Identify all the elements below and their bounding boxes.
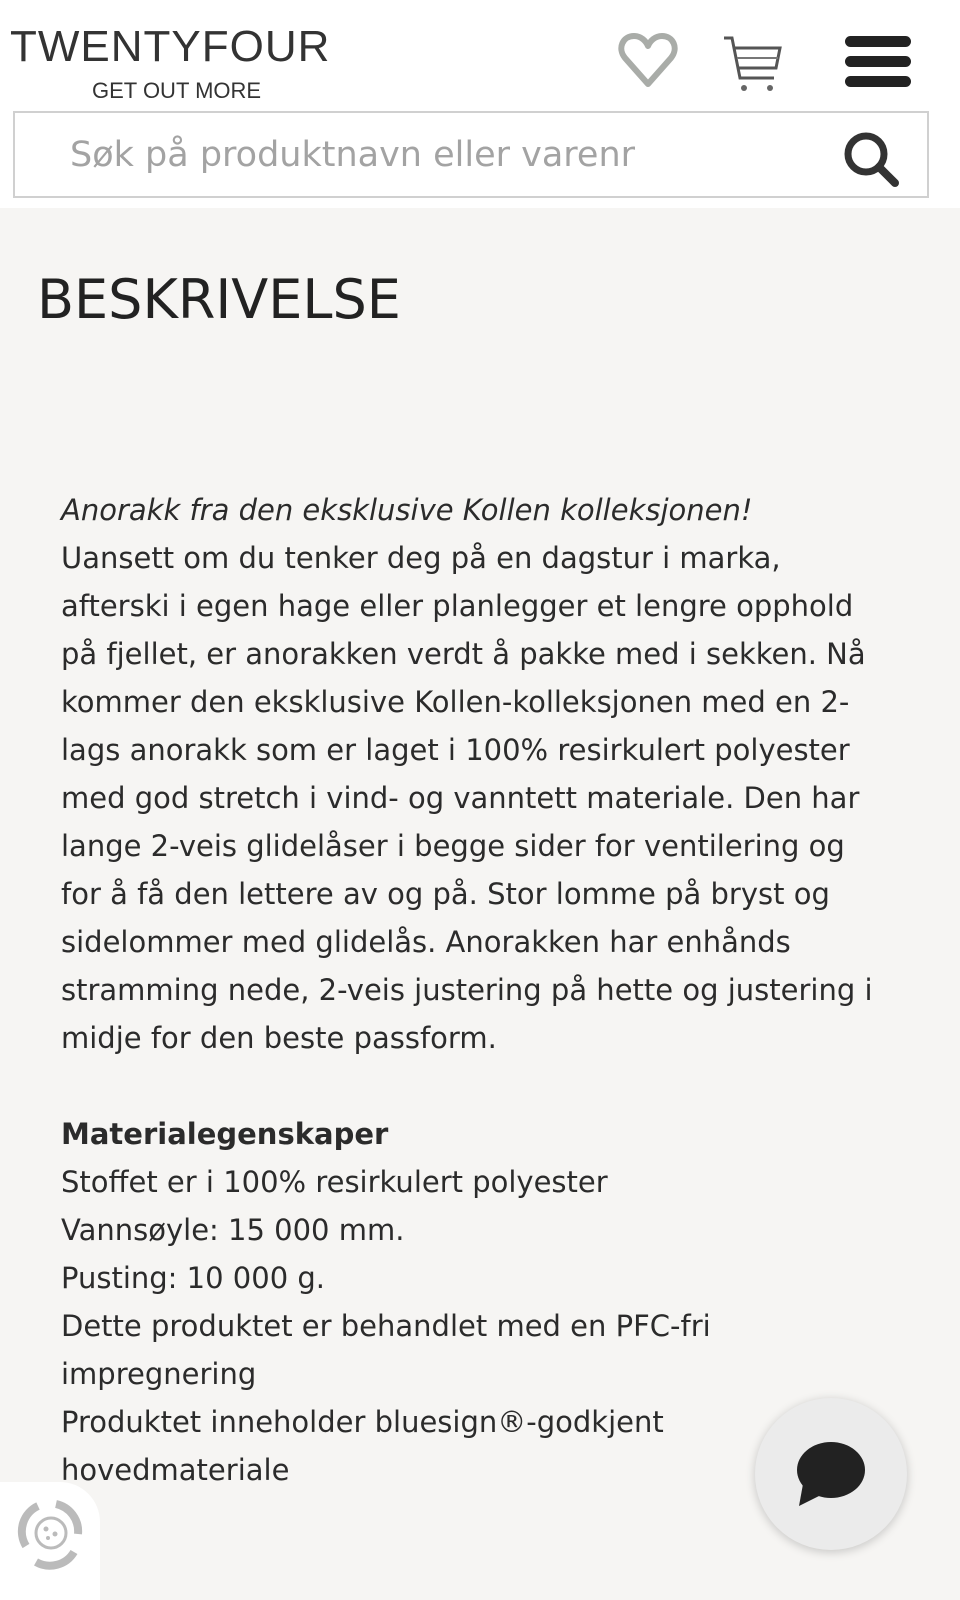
logo[interactable]: TWENTYFOUR	[10, 22, 331, 71]
material-line: Dette produktet er behandlet med en PFC-fri	[61, 1309, 711, 1343]
material-line: Stoffet er i 100% resirkulert polyester	[61, 1165, 608, 1199]
heart-icon[interactable]	[617, 30, 679, 90]
materials-heading: Materialegenskaper	[61, 1117, 389, 1151]
description-text	[61, 486, 873, 1494]
material-line: impregnering	[61, 1357, 257, 1391]
chat-bubble-icon	[795, 1440, 867, 1510]
material-line: Produktet inneholder bluesign®-godkjent	[61, 1405, 664, 1439]
description-line: midje for den beste passform.	[61, 1021, 497, 1055]
spacer	[61, 1062, 873, 1110]
description-line: Uansett om du tenker deg på en dagstur i marka,	[61, 541, 781, 575]
description-line: for å få den lettere av og på. Stor lomme på bryst og	[61, 877, 830, 911]
search-input[interactable]	[70, 129, 830, 181]
description-line: med god stretch i vind- og vanntett materiale. Den har	[61, 781, 860, 815]
logo-tagline: GET OUT MORE	[92, 78, 262, 103]
search-bar	[13, 111, 929, 198]
cart-icon[interactable]	[722, 34, 784, 96]
description-line: sidelommer med glidelås. Anorakken har enhånds	[61, 925, 791, 959]
page-title: BESKRIVELSE	[37, 268, 401, 331]
material-line: hovedmateriale	[61, 1453, 290, 1487]
recycle-icon	[16, 1496, 86, 1570]
header	[0, 0, 960, 208]
description-line: stramming nede, 2-veis justering på hette og justering i	[61, 973, 873, 1007]
description-line: lange 2-veis glidelåser i begge sider for ventilering og	[61, 829, 845, 863]
eco-badge[interactable]	[0, 1482, 100, 1600]
material-line: Pusting: 10 000 g.	[61, 1261, 325, 1295]
description-line: lags anorakk som er laget i 100% resirkulert polyester	[61, 733, 850, 767]
description-line: kommer den eksklusive Kollen-kolleksjonen med en 2-	[61, 685, 850, 719]
description-line: på fjellet, er anorakken verdt å pakke med i sekken. Nå	[61, 637, 866, 671]
search-icon[interactable]	[841, 129, 903, 191]
material-line: Vannsøyle: 15 000 mm.	[61, 1213, 405, 1247]
menu-icon[interactable]	[845, 36, 911, 88]
chat-button[interactable]	[755, 1398, 907, 1550]
intro-line: Anorakk fra den eksklusive Kollen kolleksjonen!	[61, 493, 753, 527]
description-line: afterski i egen hage eller planlegger et lengre opphold	[61, 589, 854, 623]
